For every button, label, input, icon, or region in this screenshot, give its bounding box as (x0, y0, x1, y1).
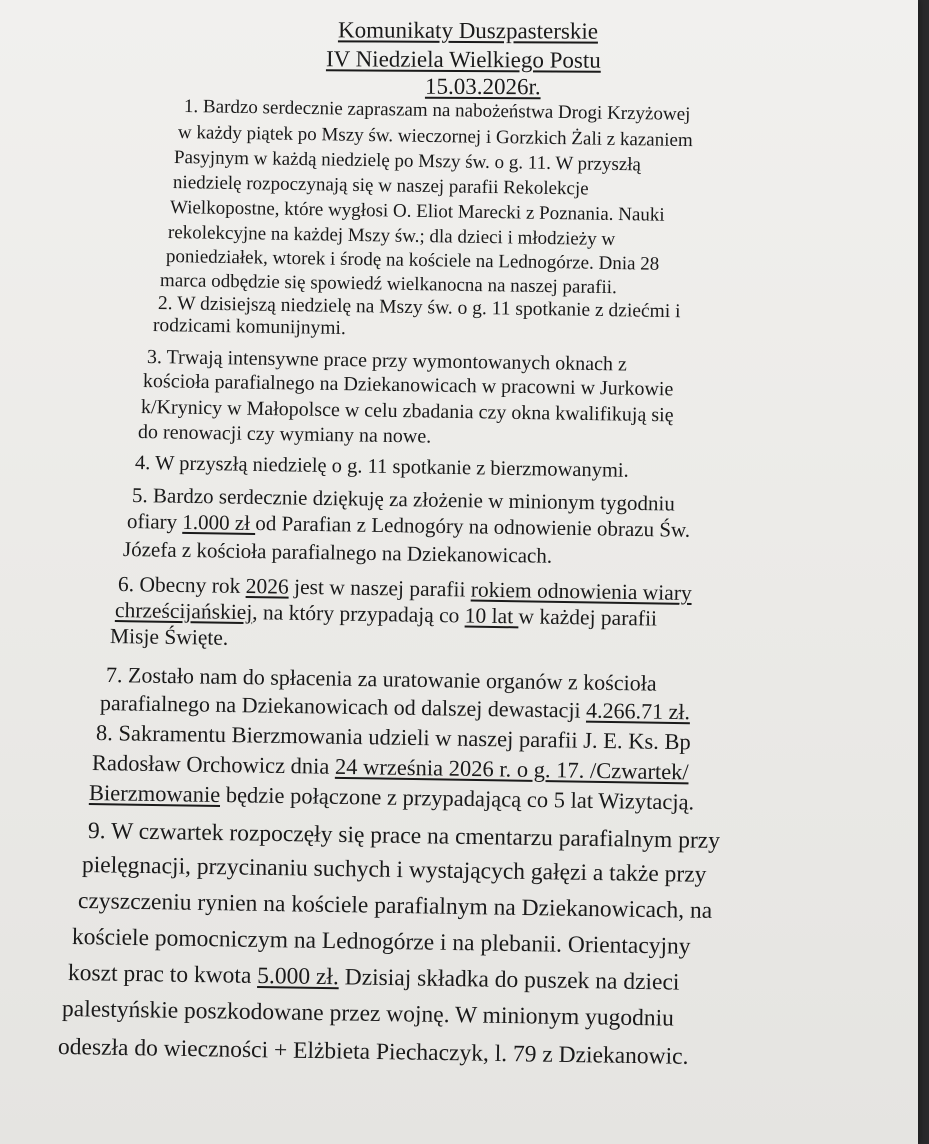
announcement-line (82, 852, 707, 889)
line-text: czyszczeniu rynien na kościele parafialnym na Dziekanowicach, na (77, 888, 713, 924)
line-text: 7. Zostało nam do spłacenia za uratowanie organów z kościoła (105, 662, 657, 696)
confirmation-date: 24 września 2026 r. o g. 17. /Czwartek/ (334, 753, 689, 785)
line-text: marca odbędzie się spowiedź wielkanocna na naszej parafii. (159, 270, 617, 299)
line-text: Wielkopostne, które wygłosi O. Eliot Marecki z Poznania. Nauki (169, 197, 665, 226)
line-text: do renowacji czy wymiany na nowe. (137, 421, 432, 448)
announcement-line (138, 421, 432, 449)
announcement-line (88, 818, 720, 855)
period-highlight: 10 lat (464, 603, 519, 629)
line-text: będzie połączone z przypadającą co 5 lat Wizytacją. (219, 782, 695, 815)
line-text: w każdej parafii (518, 604, 658, 631)
line-text: kościoła parafialnego na Dziekanowicach w pracowni w Jurkowie (142, 370, 674, 401)
line-text: 8. Sakramentu Bierzmowania udzieli w naszej parafii J. E. Ks. Bp (95, 720, 691, 755)
announcement-line (153, 315, 346, 340)
announcement-line (174, 147, 641, 176)
announcement-line (78, 888, 713, 925)
line-text: 6. Obecny rok (117, 572, 246, 599)
line-text: koszt prac to kwota (67, 960, 258, 989)
year-highlight: 2026 (245, 574, 289, 599)
line-text: kościele pomocniczym na Lednogórze i na plebanii. Orientacyjny (71, 924, 691, 960)
line-text: , na który przypadają co (252, 600, 465, 628)
cost-amount: 5.000 zł. (257, 962, 340, 991)
donation-amount: 1.000 zł (182, 509, 256, 536)
line-text: 1. Bardzo serdecznie zapraszam na nabożeństwa Drogi Krzyżowej (183, 96, 691, 125)
line-text: 4. W przyszłą niedzielę o g. 11 spotkanie z bierzmowanymi. (134, 452, 629, 482)
document-title: Komunikaty Duszpasterskie (337, 17, 599, 44)
confirmation-word: Bierzmowanie (88, 780, 221, 808)
announcement-line (92, 750, 689, 785)
announcement-line (123, 537, 552, 569)
line-text: od Parafian z Lednogóry na odnowienie obrazu Św. (255, 511, 691, 542)
announcement-line (135, 452, 629, 483)
line-text: jest w naszej parafii (288, 574, 472, 602)
line-text: parafialnego na Dziekanowicach od dalszej dewastacji (99, 690, 587, 723)
line-text: Misje Święte. (109, 624, 229, 650)
line-text: 9. W czwartek rozpoczęły się prace na cmentarzu parafialnym przy (87, 818, 721, 854)
line-text: 2. W dzisiejszą niedzielę na Mszy św. o g. 11 spotkanie z dziećmi i (157, 293, 681, 323)
line-text: Radosław Orchowicz dnia (91, 750, 336, 779)
line-text: Dzisiaj składka do puszek na dzieci (338, 964, 680, 996)
announcement-line (96, 720, 691, 755)
announcement-line (58, 1034, 689, 1071)
renewal-highlight: rokiem odnowienia wiary (470, 577, 692, 606)
debt-amount: 4.266.71 zł. (585, 697, 691, 725)
line-text: rekolekcyjne na każdej Mszy św.; dla dzieci i młodzieży w (167, 222, 616, 251)
line-text: rodzicami komunijnymi. (152, 315, 346, 340)
line-text: niedzielę rozpoczynają się w naszej parafii Rekolekcje (172, 172, 589, 200)
document-date: 15.03.2026r. (424, 73, 541, 100)
line-text: 3. Trwają intensywne prace przy wymontowanych oknach z (146, 346, 627, 376)
line-text: pielęgnacji, przycinaniu suchych i wystających gałęzi a także przy (81, 852, 707, 888)
line-text: poniedziałek, wtorek i środę na kościele na Lednogórze. Dnia 28 (165, 246, 660, 275)
line-text: Józefa z kościoła parafialnego na Dziekanowicach. (122, 537, 553, 568)
announcement-line (68, 960, 680, 997)
announcement-line (89, 780, 695, 816)
announcement-line (184, 96, 691, 126)
line-text: w każdy piątek po Mszy św. wieczornej i Gorzkich Żali z kazaniem (177, 122, 693, 152)
announcement-line (110, 624, 229, 651)
renewal-highlight-continued: chrześcijańskiej (114, 598, 253, 625)
announcement-line (72, 924, 691, 961)
announcement-line (173, 172, 589, 201)
line-text: palestyńskie poszkodowane przez wojnę. W minionym yugodniu (61, 996, 675, 1032)
line-text: k/Krynicy w Małopolsce w celu zbadania czy okna kwalifikują się (140, 396, 674, 427)
line-text: odeszła do wieczności + Elżbieta Piechaczyk, l. 79 z Dziekanowic. (57, 1034, 689, 1070)
line-text: 5. Bardzo serdecznie dziękuję za złożenie w minionym tygodniu (131, 483, 676, 516)
announcement-line (62, 996, 674, 1033)
document-subtitle: IV Niedziela Wielkiego Postu (325, 46, 601, 73)
line-text: Pasyjnym w każdą niedzielę po Mszy św. o g. 11. W przyszłą (173, 147, 642, 176)
line-text: ofiary (126, 509, 183, 534)
